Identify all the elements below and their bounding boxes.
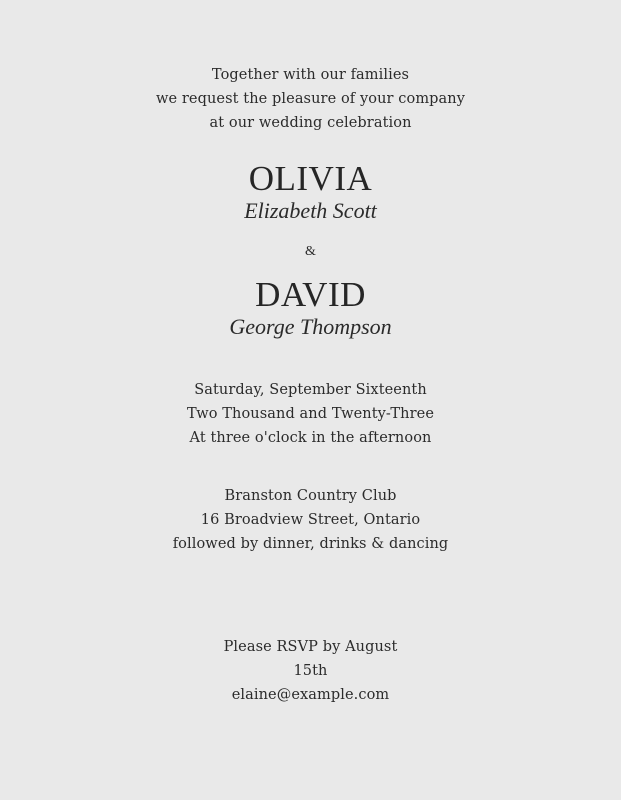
rsvp-email: elaine@example.com xyxy=(231,687,390,703)
ampersand: & xyxy=(305,244,316,259)
groom-first-name: DAVID xyxy=(255,275,366,314)
venue-block xyxy=(0,484,621,556)
groom-full-name: George Thompson xyxy=(229,314,392,339)
bride-first-name: OLIVIA xyxy=(248,159,373,198)
rsvp-block xyxy=(0,635,621,707)
groom-name-block xyxy=(0,276,621,340)
intro-line: Together with our families xyxy=(211,67,410,83)
event-date-block xyxy=(0,378,621,450)
intro-line: we request the pleasure of your company xyxy=(155,91,466,107)
rsvp-date: 15th xyxy=(293,663,328,679)
rsvp-line: Please RSVP by August xyxy=(223,639,398,655)
invitation-intro xyxy=(0,63,621,135)
bride-name-block xyxy=(0,160,621,224)
date-line: Two Thousand and Twenty-Three xyxy=(186,406,435,422)
bride-full-name: Elizabeth Scott xyxy=(244,198,377,223)
date-line: Saturday, September Sixteenth xyxy=(194,382,427,398)
venue-address: 16 Broadview Street, Ontario xyxy=(200,512,421,528)
time-line: At three o'clock in the afternoon xyxy=(189,430,432,446)
venue-name: Branston Country Club xyxy=(224,488,397,504)
intro-line: at our wedding celebration xyxy=(209,115,412,131)
reception-note: followed by dinner, drinks & dancing xyxy=(172,536,449,552)
